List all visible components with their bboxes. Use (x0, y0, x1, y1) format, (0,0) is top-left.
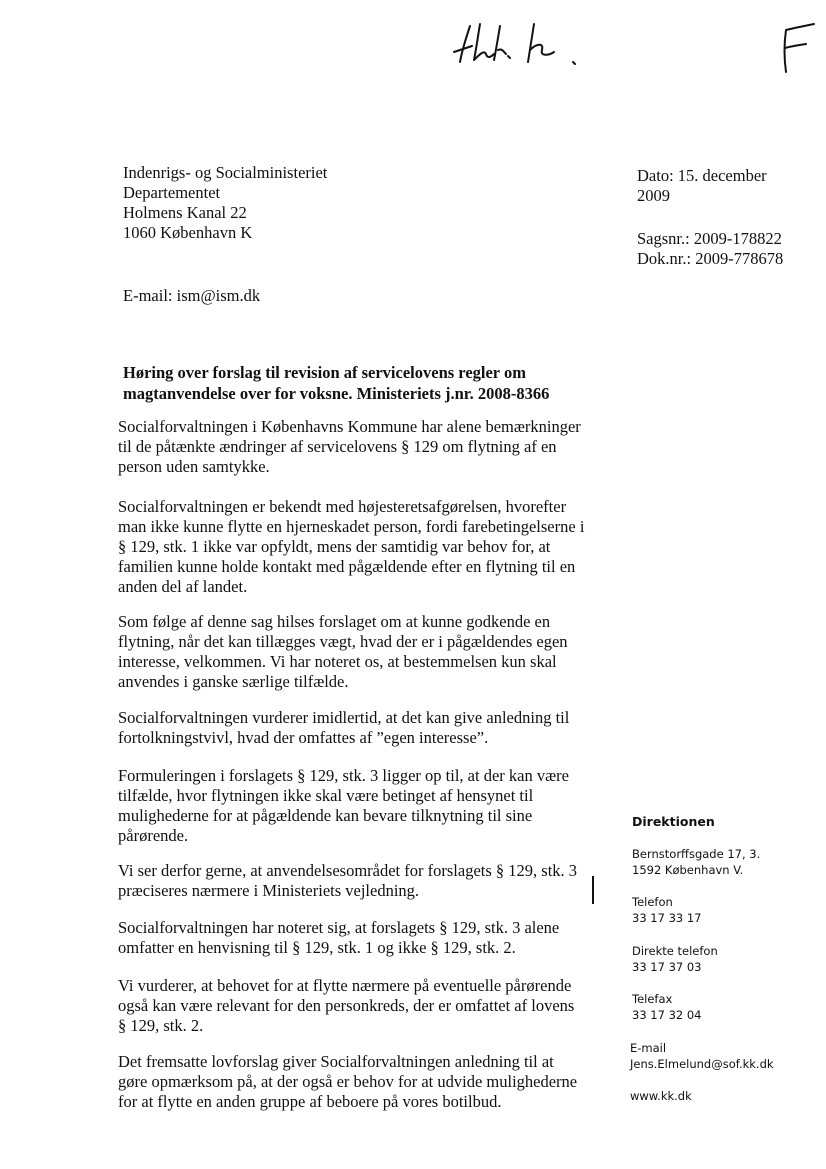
text-line: gøre opmærksom på, at der også er behov for at udvide mulighederne (118, 1072, 578, 1091)
text-line: person uden samtykke. (118, 457, 270, 476)
date-line: Dato: 15. december (637, 166, 767, 185)
text-line: Som følge af denne sag hilses forslaget om at kunne godkende en (118, 612, 551, 631)
subject-line: Høring over forslag til revision af servicelovens regler om (123, 363, 526, 382)
text-line: Socialforvaltningen har noteret sig, at forslagets § 129, stk. 3 alene (118, 918, 560, 937)
margin-mark (592, 876, 594, 904)
paragraph-6 (118, 861, 608, 901)
contact-telefax (632, 991, 702, 1023)
paragraph-7 (118, 918, 608, 958)
contact-value: 33 17 32 04 (632, 1008, 702, 1022)
recipient-line: Departementet (123, 183, 221, 202)
date-line: 2009 (637, 186, 670, 205)
recipient-address (123, 163, 327, 243)
contact-email (630, 1040, 774, 1072)
handwritten-signature (440, 20, 590, 70)
recipient-email: E-mail: ism@ism.dk (123, 286, 261, 305)
case-number: Sagsnr.: 2009-178822 (637, 229, 782, 248)
contact-label: Telefax (632, 992, 673, 1006)
text-line: pårørende. (118, 826, 189, 845)
text-line: for at flytte en anden gruppe af beboere på vores botilbud. (118, 1092, 502, 1111)
paragraph-4 (118, 708, 608, 748)
text-line: anvendes i ganske særlige tilfælde. (118, 672, 349, 691)
address-line: 1592 København V. (632, 863, 744, 877)
text-line: Socialforvaltningen vurderer imidlertid, at det kan give anledning til (118, 708, 570, 727)
website: www.kk.dk (630, 1089, 692, 1103)
text-line: man ikke kunne flytte en hjerneskadet person, fordi farebetingelserne i (118, 517, 585, 536)
paragraph-3 (118, 612, 608, 692)
text-line: flytning, når det kan tillægges vægt, hvad der er i pågældendes egen (118, 632, 568, 651)
text-line: Det fremsatte lovforslag giver Socialforvaltningen anledning til at (118, 1052, 554, 1071)
contact-value: Jens.Elmelund@sof.kk.dk (630, 1057, 774, 1071)
document-number: Dok.nr.: 2009-778678 (637, 249, 784, 268)
text-line: interesse, velkommen. Vi har noteret os, at bestemmelsen kun skal (118, 652, 557, 671)
text-line: § 129, stk. 1 ikke var opfyldt, mens der samtidig var behov for, at (118, 537, 551, 556)
paragraph-1 (118, 417, 608, 477)
text-line: familien kunne holde kontakt med pågældende efter en flytning til en (118, 557, 576, 576)
text-line: omfatter en henvisning til § 129, stk. 1 og ikke § 129, stk. 2. (118, 938, 516, 957)
text-line: fortolkningstvivl, hvad der omfattes af ”egen interesse”. (118, 728, 489, 747)
handwritten-initial-f (770, 18, 820, 78)
sidebar-heading: Direktionen (632, 814, 715, 829)
contact-value: 33 17 33 17 (632, 911, 702, 925)
text-line: Socialforvaltningen i Københavns Kommune har alene bemærkninger (118, 417, 581, 436)
text-line: Formuleringen i forslagets § 129, stk. 3 ligger op til, at der kan være (118, 766, 569, 785)
contact-label: E-mail (630, 1041, 667, 1055)
recipient-line: 1060 København K (123, 223, 253, 242)
subject-line: magtanvendelse over for voksne. Ministeriets j.nr. 2008-8366 (123, 384, 550, 403)
text-line: også kan være relevant for den personkreds, der er omfattet af lovens (118, 996, 575, 1015)
contact-telefon (632, 894, 702, 926)
letter-subject (123, 362, 549, 404)
text-line: Socialforvaltningen er bekendt med højesteretsafgørelsen, hvorefter (118, 497, 567, 516)
text-line: præciseres nærmere i Ministeriets vejledning. (118, 881, 420, 900)
text-line: mulighederne for at pågældende kan bevare tilknytning til sine (118, 806, 533, 825)
text-line: Vi vurderer, at behovet for at flytte nærmere på eventuelle pårørende (118, 976, 572, 995)
paragraph-9 (118, 1052, 608, 1112)
contact-value: 33 17 37 03 (632, 960, 702, 974)
recipient-line: Holmens Kanal 22 (123, 203, 247, 222)
text-line: tilfælde, hvor flytningen ikke skal være betinget af hensynet til (118, 786, 534, 805)
sidebar-address (632, 846, 760, 878)
text-line: til de påtænkte ændringer af servicelovens § 129 om flytning af en (118, 437, 557, 456)
text-line: § 129, stk. 2. (118, 1016, 204, 1035)
paragraph-2 (118, 497, 608, 597)
text-line: anden del af landet. (118, 577, 248, 596)
case-numbers (637, 229, 783, 269)
contact-label: Direkte telefon (632, 944, 718, 958)
contact-direkte-telefon (632, 943, 718, 975)
contact-label: Telefon (632, 895, 673, 909)
document-date (637, 166, 767, 206)
paragraph-8 (118, 976, 608, 1036)
paragraph-5 (118, 766, 608, 846)
address-line: Bernstorffsgade 17, 3. (632, 847, 761, 861)
text-line: Vi ser derfor gerne, at anvendelsesområdet for forslagets § 129, stk. 3 (118, 861, 578, 880)
recipient-line: Indenrigs- og Socialministeriet (123, 163, 328, 182)
